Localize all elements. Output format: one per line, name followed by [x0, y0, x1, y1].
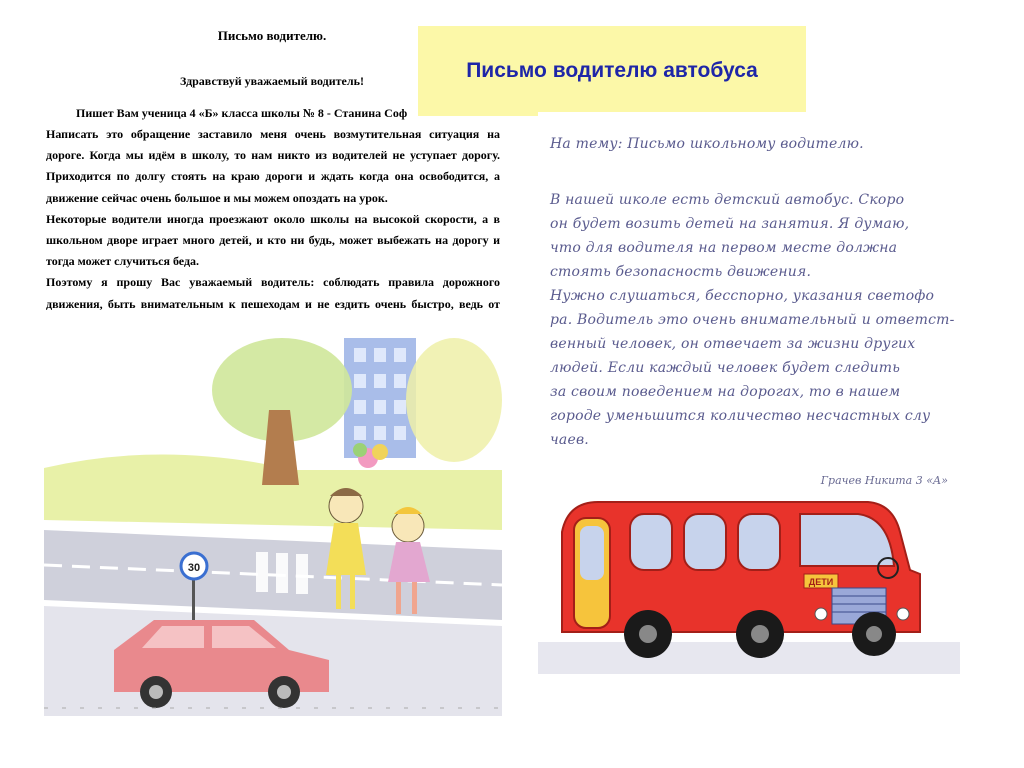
- bus-label: ДЕТИ: [808, 577, 834, 587]
- handwritten-signature: Грачев Никита 3 «А»: [820, 474, 948, 487]
- headline-title: Письмо водителю автобуса: [466, 59, 758, 82]
- handwritten-line: венный человек, он отвечает за жизни других: [550, 336, 916, 352]
- girl-figure: [392, 510, 424, 542]
- handwritten-letter: [538, 112, 960, 494]
- typed-letter: [44, 20, 500, 320]
- handwritten-line: он будет возить детей на занятия. Я думаю,: [550, 216, 910, 232]
- handwritten-line: стоять безопасность движения.: [550, 264, 812, 280]
- bus-drawing-svg: [538, 492, 960, 674]
- handwritten-line: что для водителя на первом месте должна: [550, 240, 898, 256]
- letter-paragraph: Некоторые водители иногда проезжают около школы на высокой скорости, а в школьном дворе играет много детей, и кто ни будь, может выбежать на дорогу и тогда может случиться беда.: [46, 211, 500, 269]
- handwritten-line: ра. Водитель это очень внимательный и ответст-: [550, 312, 955, 328]
- letter-paragraph: Поэтому я прошу Вас уважаемый водитель: соблюдать правила дорожного движения, быть внимательным к пешеходам и не ездить очень быстро, ведь от: [46, 275, 500, 311]
- speed-sign-label: 30: [187, 562, 201, 574]
- bus-window: [630, 514, 672, 570]
- bus-drawing: [538, 492, 960, 674]
- letter-greeting: Здравствуй уважаемый водитель!: [180, 74, 364, 88]
- handwritten-line: В нашей школе есть детский автобус. Скоро: [550, 192, 905, 208]
- letter-body: [46, 124, 500, 336]
- street-drawing-svg: [44, 320, 502, 716]
- bus-window: [684, 514, 726, 570]
- letter-paragraph: Написать это обращение заставило меня очень возмутительная ситуация на дороге. Когда мы идём в школу, то нам никто из водителей не уступает дорогу. Приходится по долгу стоять на краю дороги и ждать когда она освободится, а движение сейчас очень большое и мы можем опоздать на урок.: [46, 127, 500, 205]
- handwritten-line: Нужно слушаться, бесспорно, указания светофо: [550, 288, 935, 304]
- handwritten-line: На тему: Письмо школьному водителю.: [550, 136, 864, 152]
- letter-intro: Пишет Вам ученица 4 «Б» класса школы № 8 - Станина Соф: [76, 106, 408, 120]
- handwritten-line: городе уменьшится количество несчастных слу: [550, 408, 931, 424]
- handwritten-line: чаев.: [550, 432, 589, 448]
- street-drawing: [44, 320, 502, 716]
- handwritten-line: за своим поведением на дорогах, то в нашем: [550, 384, 901, 400]
- bus-window: [738, 514, 780, 570]
- letter-title: Письмо водителю.: [217, 28, 327, 43]
- handwritten-line: людей. Если каждый человек будет следить: [550, 360, 901, 376]
